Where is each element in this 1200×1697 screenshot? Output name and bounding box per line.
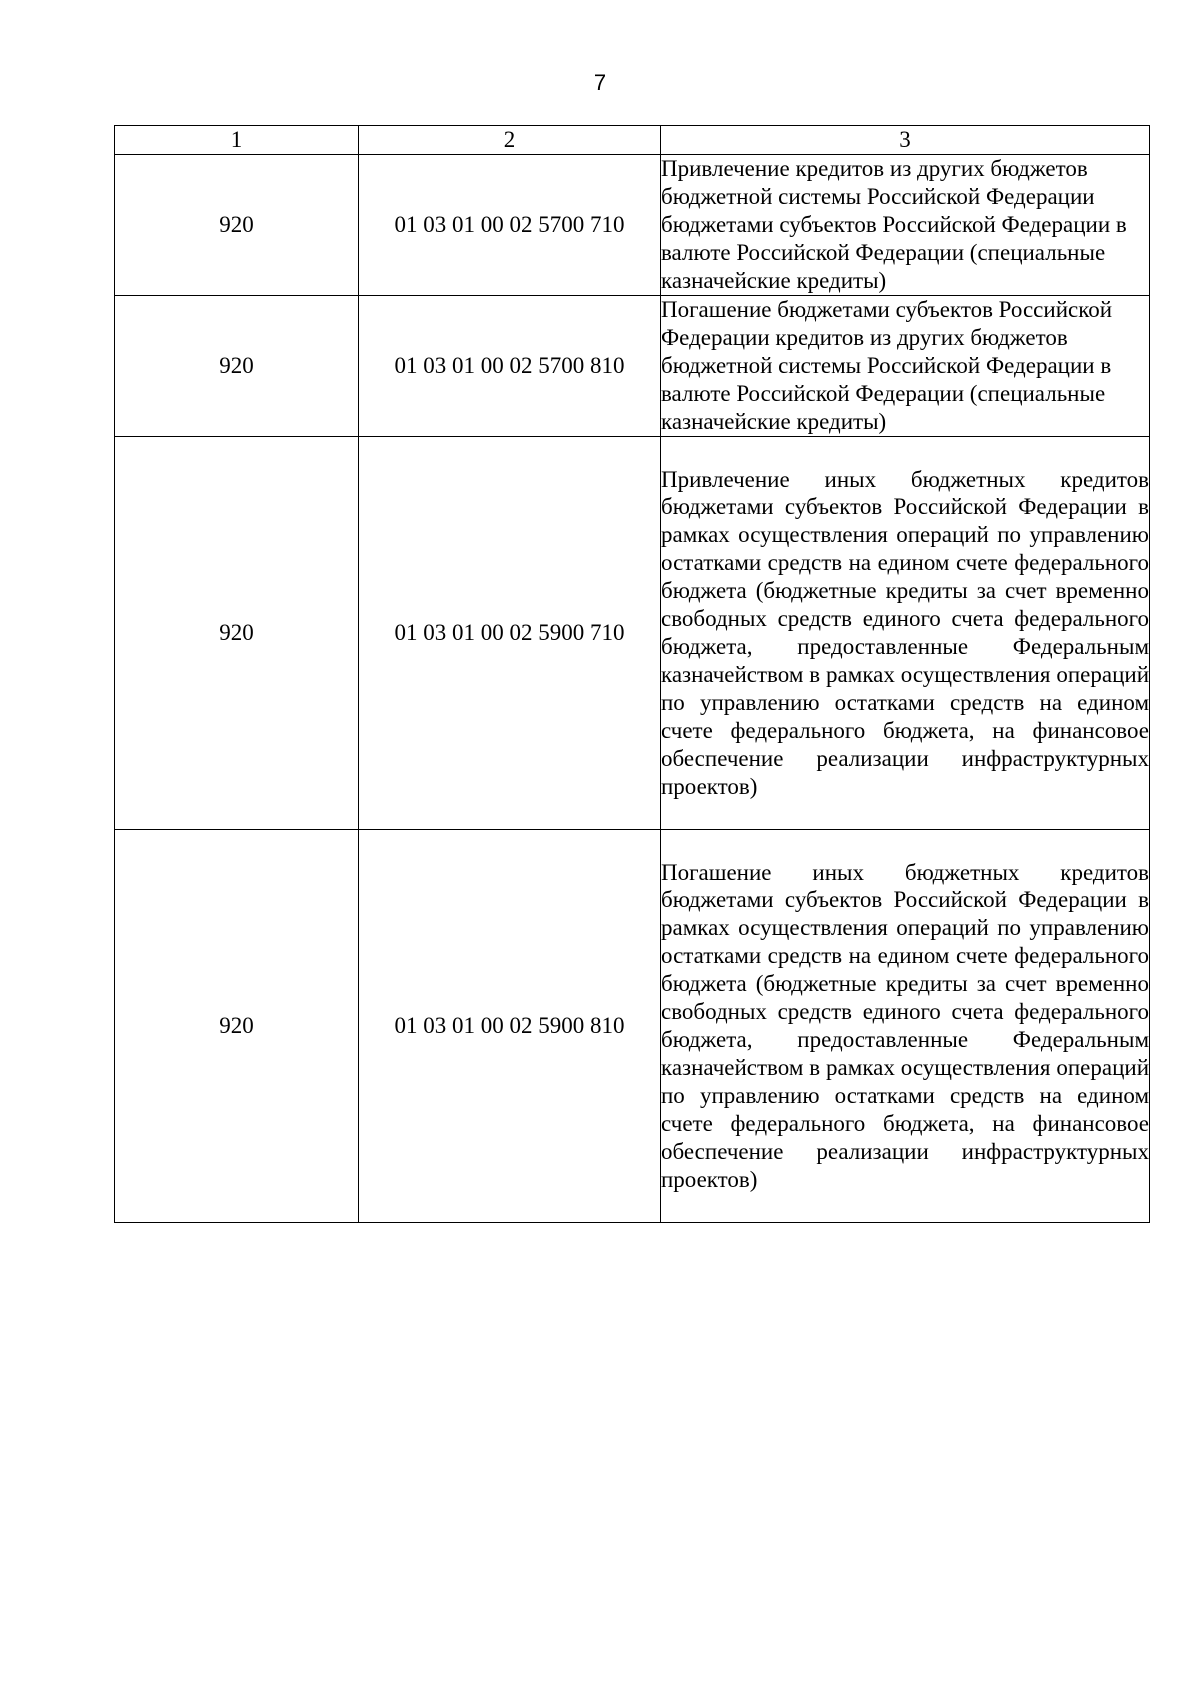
- description-cell: Привлечение кредитов из других бюджетов бюджетной системы Российской Федерации бюджетами субъектов Российской Федерации в валюте Российской Федерации (специальные казначейские кредиты): [661, 155, 1150, 296]
- column-header-1: 1: [115, 126, 359, 155]
- kbk-code-cell: 01 03 01 00 02 5700 810: [359, 296, 661, 437]
- admin-code-cell: 920: [115, 155, 359, 296]
- table-row: [115, 830, 1150, 1223]
- column-header-3: 3: [661, 126, 1150, 155]
- description-cell: Погашение иных бюджетных кредитов бюджетами субъектов Российской Федерации в рамках осуществления операций по управлению остатками средств на едином счете федерального бюджета (бюджетные кредиты за счет временно свободных средств единого счета федерального бюджета, предоставленные Федеральным казначейством в рамках осуществления операций по управлению остатками средств на едином счете федерального бюджета, на финансовое обеспечение реализации инфраструктурных проектов): [661, 830, 1150, 1223]
- kbk-code-cell: 01 03 01 00 02 5700 710: [359, 155, 661, 296]
- kbk-code-cell: 01 03 01 00 02 5900 710: [359, 437, 661, 830]
- table-header-row: [115, 126, 1150, 155]
- admin-code-cell: 920: [115, 296, 359, 437]
- admin-code-cell: 920: [115, 830, 359, 1223]
- budget-codes-table: [114, 125, 1150, 1223]
- description-cell: Привлечение иных бюджетных кредитов бюджетами субъектов Российской Федерации в рамках осуществления операций по управлению остатками средств на едином счете федерального бюджета (бюджетные кредиты за счет временно свободных средств единого счета федерального бюджета, предоставленные Федеральным казначейством в рамках осуществления операций по управлению остатками средств на едином счете федерального бюджета, на финансовое обеспечение реализации инфраструктурных проектов): [661, 437, 1150, 830]
- admin-code-cell: 920: [115, 437, 359, 830]
- page-number: 7: [593, 70, 607, 95]
- table-row: [115, 296, 1150, 437]
- table-row: [115, 437, 1150, 830]
- kbk-code-cell: 01 03 01 00 02 5900 810: [359, 830, 661, 1223]
- column-header-2: 2: [359, 126, 661, 155]
- description-cell: Погашение бюджетами субъектов Российской Федерации кредитов из других бюджетов бюджетной системы Российской Федерации в валюте Российской Федерации (специальные казначейские кредиты): [661, 296, 1150, 437]
- table-row: [115, 155, 1150, 296]
